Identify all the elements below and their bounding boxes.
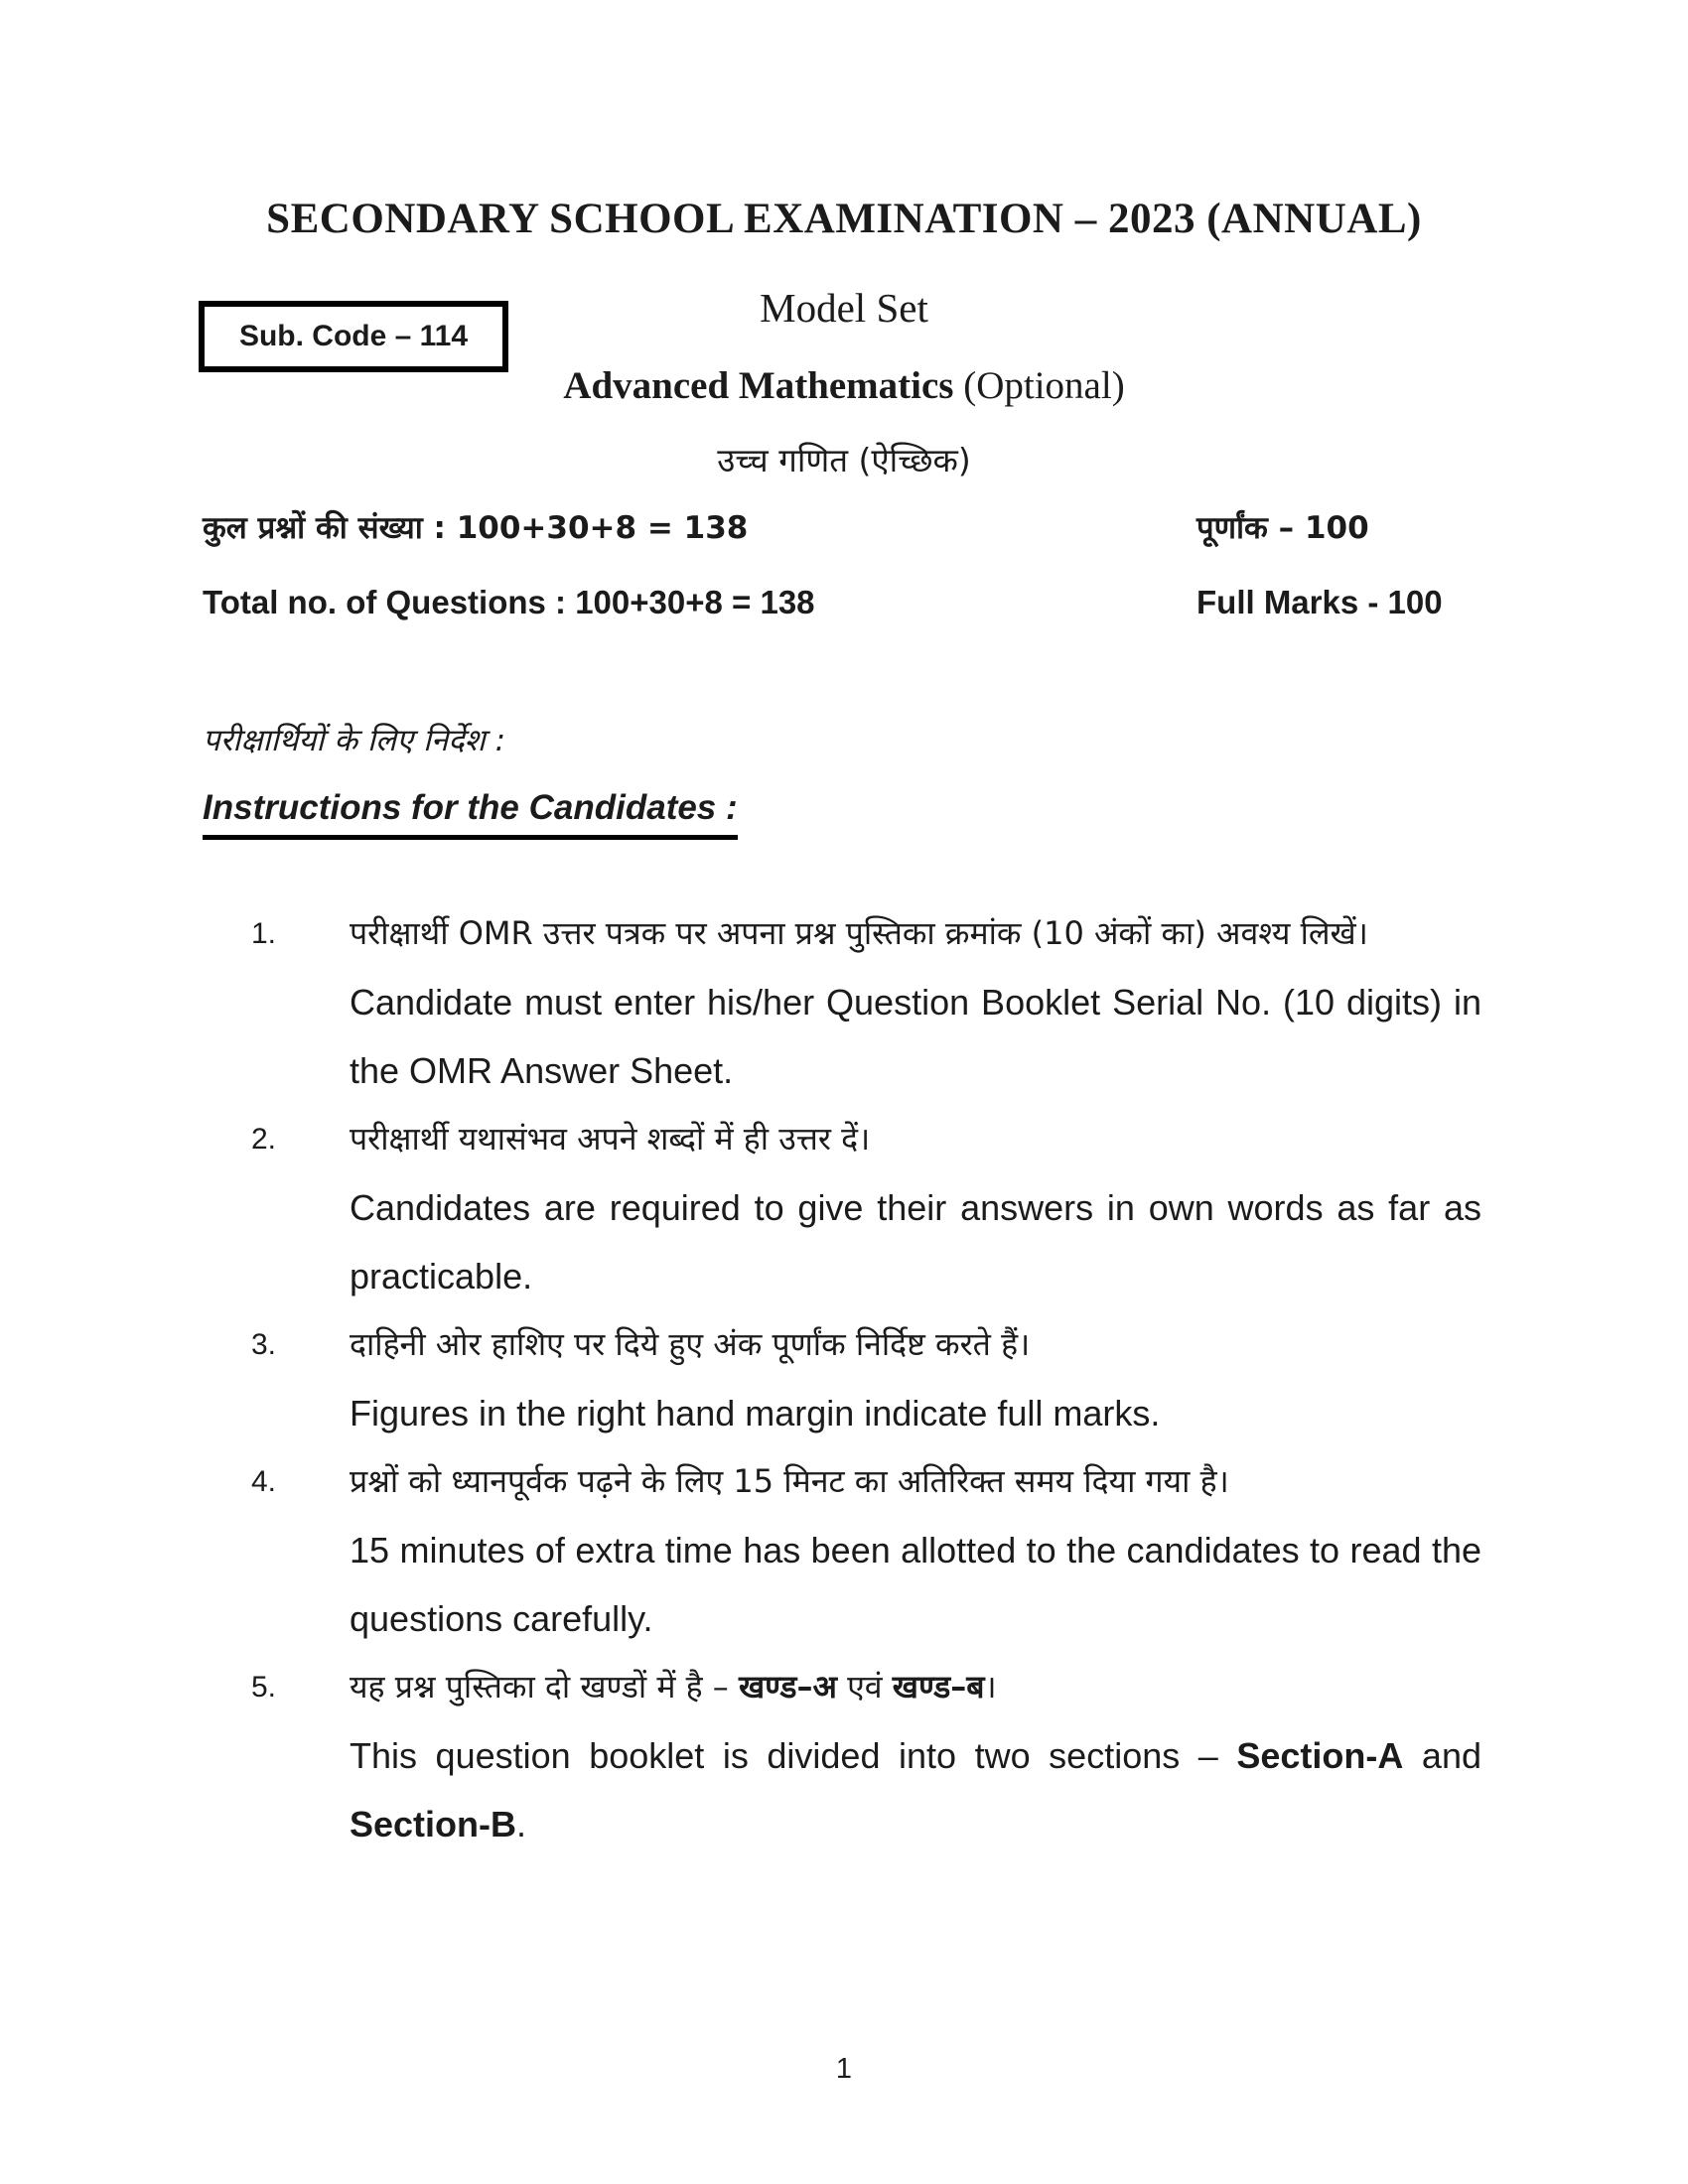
- instruction-text-hindi: यह प्रश्न पुस्तिका दो खण्डों में है – खण्ड–अ एवं खण्ड–ब।: [350, 1668, 997, 1706]
- exam-title: SECONDARY SCHOOL EXAMINATION – 2023 (ANNUAL): [266, 196, 1422, 242]
- total-questions-hindi: कुल प्रश्नों की संख्या : 100+30+8 = 138: [203, 510, 749, 546]
- sub-code-label: Sub. Code – 114: [238, 320, 469, 352]
- instruction-text-hindi: परीक्षार्थी OMR उत्तर पत्रक पर अपना प्रश्न पुस्तिका क्रमांक (10 अंकों का) अवश्य लिखें।: [350, 914, 1368, 952]
- instruction-number: 1.: [251, 917, 277, 950]
- instruction-body: [350, 1310, 1481, 1447]
- subject-optional: (Optional): [963, 364, 1125, 407]
- instruction-number: 3.: [251, 1328, 277, 1361]
- instruction-number: 4.: [251, 1465, 277, 1498]
- instruction-text-english: Figures in the right hand margin indicate full marks.: [350, 1393, 1161, 1433]
- instruction-body: [350, 1447, 1481, 1653]
- instruction-body: [350, 899, 1481, 1105]
- instruction-text-hindi: प्रश्नों को ध्यानपूर्वक पढ़ने के लिए 15 मिनट का अतिरिक्त समय दिया गया है।: [350, 1462, 1229, 1500]
- instruction-number: 2.: [251, 1123, 277, 1156]
- instructions-heading-hindi: परीक्षार्थियों के लिए निर्देश :: [203, 723, 506, 758]
- instruction-text-hindi: दाहिनी ओर हाशिए पर दिये हुए अंक पूर्णांक निर्दिष्ट करते हैं।: [350, 1325, 1031, 1363]
- section-b-hindi: खण्ड–ब: [892, 1668, 985, 1706]
- instructions-list: [251, 899, 1522, 1858]
- subject-title-hindi: उच्च गणित (ऐच्छिक): [717, 441, 971, 479]
- subject-title: [0, 363, 1688, 408]
- instruction-item-2: [251, 1105, 1522, 1310]
- instructions-heading-english-text: Instructions for the Candidates :: [203, 788, 738, 840]
- page-number: 1: [835, 2053, 853, 2085]
- instruction-text-english: This question booklet is divided into two sections – Section-A and Section-B.: [350, 1735, 1481, 1844]
- instruction-text-english: Candidates are required to give their answers in own words as far as practicable.: [350, 1187, 1481, 1297]
- section-a-hindi: खण्ड–अ: [738, 1668, 837, 1706]
- instruction-text-english: Candidate must enter his/her Question Booklet Serial No. (10 digits) in the OMR Answer Sheet.: [350, 982, 1481, 1091]
- instruction-body: [350, 1105, 1481, 1310]
- subject-name: Advanced Mathematics: [563, 364, 954, 407]
- instruction-body: [350, 1653, 1481, 1858]
- instruction-item-3: [251, 1310, 1522, 1447]
- full-marks-hindi: पूर्णांक – 100: [1196, 510, 1369, 546]
- total-questions-english: Total no. of Questions : 100+30+8 = 138: [203, 584, 815, 620]
- instruction-number: 5.: [251, 1671, 277, 1704]
- full-marks-english: Full Marks - 100: [1196, 584, 1443, 620]
- instruction-text-hindi: परीक्षार्थी यथासंभव अपने शब्दों में ही उत्तर दें।: [350, 1120, 871, 1158]
- instructions-heading-english: [203, 788, 738, 840]
- instruction-text-english: 15 minutes of extra time has been allotted to the candidates to read the questions carefully.: [350, 1530, 1481, 1639]
- section-a-english: Section-A: [1236, 1735, 1404, 1776]
- instruction-item-4: [251, 1447, 1522, 1653]
- section-b-english: Section-B: [350, 1804, 517, 1844]
- instruction-item-1: [251, 899, 1522, 1105]
- instruction-item-5: [251, 1653, 1522, 1858]
- model-set-label: Model Set: [760, 285, 928, 331]
